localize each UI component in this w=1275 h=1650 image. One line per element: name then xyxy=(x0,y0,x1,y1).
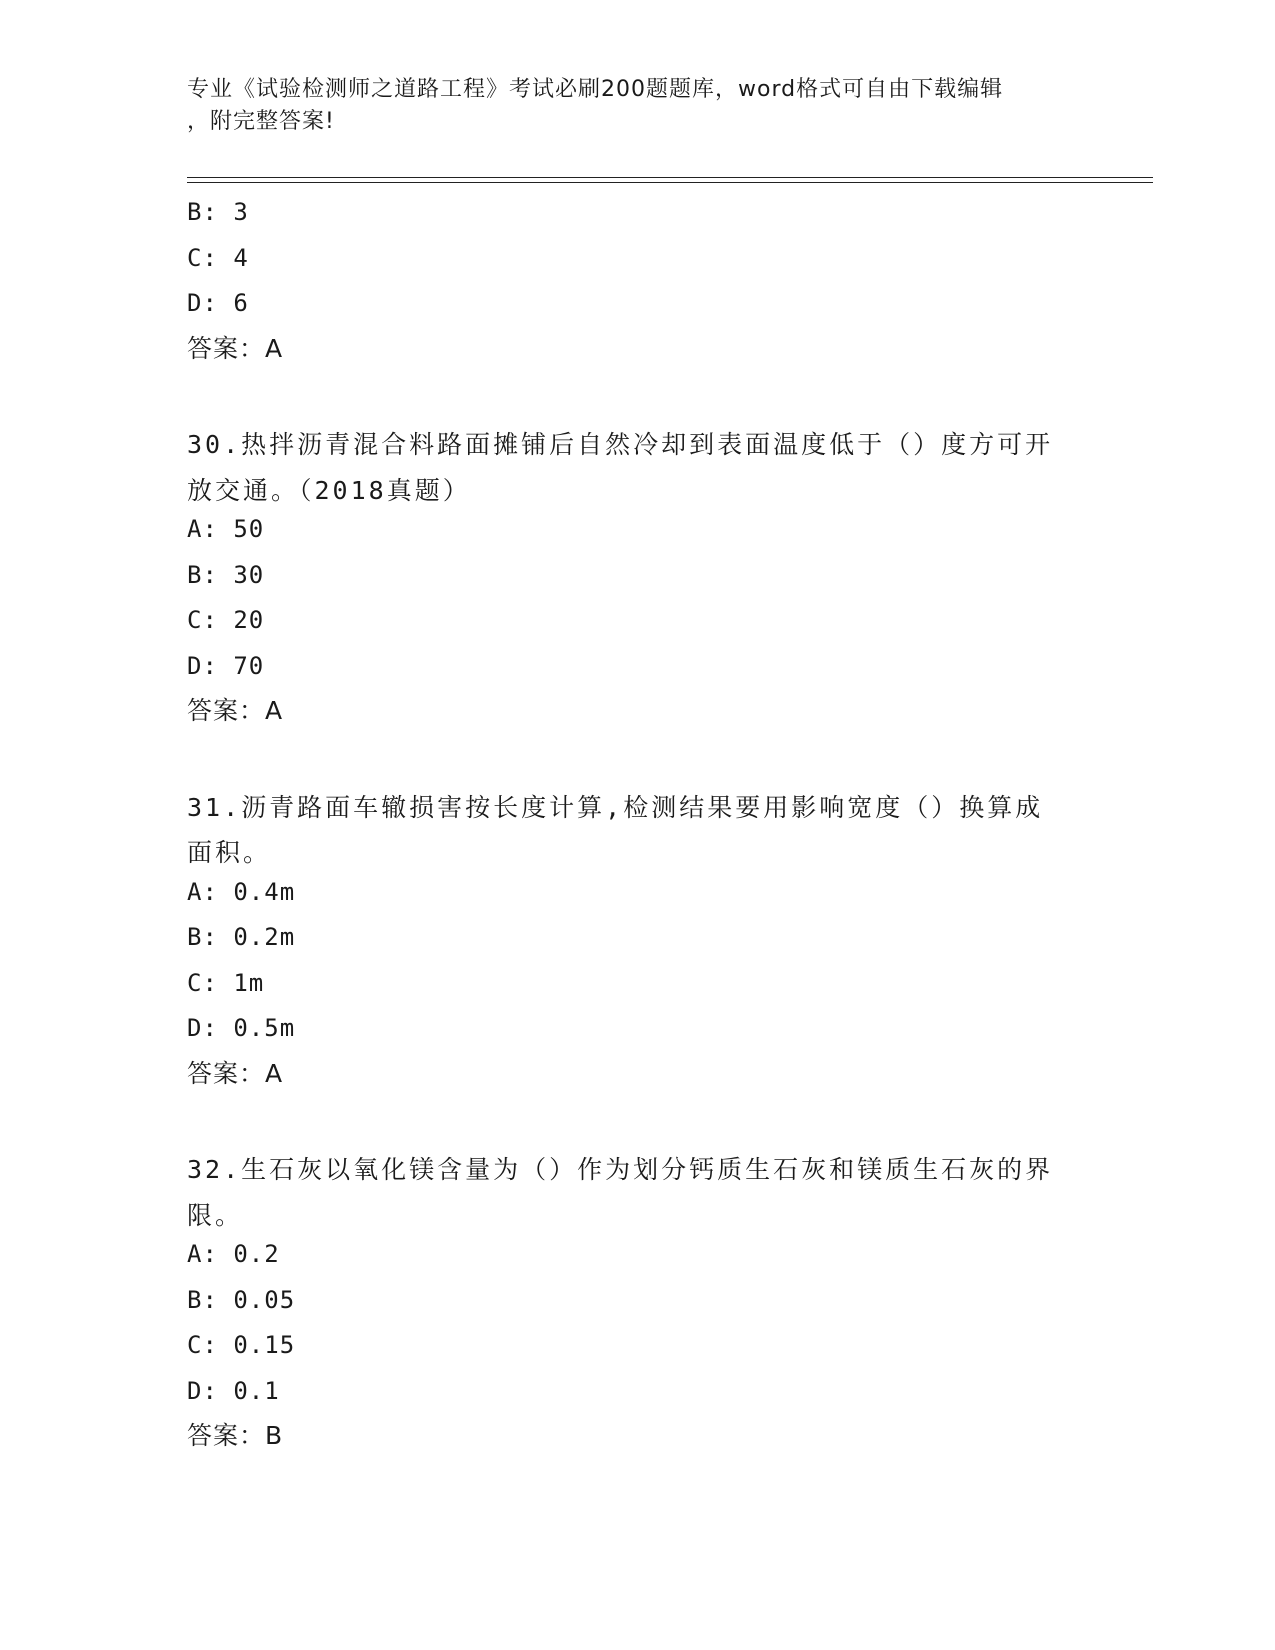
document-header xyxy=(187,74,1067,138)
question-text-line: 限。 xyxy=(187,1200,244,1230)
question-text xyxy=(187,422,1067,513)
header-rule-bottom xyxy=(187,182,1153,183)
answer-line: 答案：A xyxy=(187,696,284,725)
header-line-1: 专业《试验检测师之道路工程》考试必刷200题题库，word格式可自由下载编辑 xyxy=(187,77,1004,102)
question-text-line: 31.沥青路面车辙损害按长度计算,检测结果要用影响宽度（）换算成 xyxy=(187,792,1044,822)
option-b: B: 0.05 xyxy=(187,1285,296,1314)
question-text xyxy=(187,785,1067,876)
answer-line: 答案：B xyxy=(187,1421,284,1450)
question-list xyxy=(187,196,1087,1466)
question-text-line: 32.生石灰以氧化镁含量为（）作为划分钙质生石灰和镁质生石灰的界 xyxy=(187,1155,1054,1184)
question-text-line: 放交通。（2018真题） xyxy=(187,475,471,505)
question-text xyxy=(187,1147,1067,1238)
question-text-line: 30.热拌沥青混合料路面摊铺后自然冷却到表面温度低于（）度方可开 xyxy=(187,430,1054,459)
option-a: A: 0.2 xyxy=(187,1240,280,1268)
question-item xyxy=(187,422,1087,741)
answer-line: 答案：A xyxy=(187,333,284,363)
option-c: C: 0.15 xyxy=(187,1331,296,1359)
option-d: D: 6 xyxy=(187,289,249,317)
header-rule-top xyxy=(187,177,1153,178)
option-c: C: 1m xyxy=(187,968,265,997)
answer-line: 答案：A xyxy=(187,1058,284,1088)
option-d: D: 0.1 xyxy=(187,1376,280,1405)
option-b: B: 0.2m xyxy=(187,923,296,951)
question-text-line: 面积。 xyxy=(187,838,272,867)
question-fragment xyxy=(187,196,1087,378)
option-c: C: 20 xyxy=(187,606,265,634)
option-b: B: 3 xyxy=(187,198,249,226)
option-d: D: 0.5m xyxy=(187,1014,296,1042)
option-b: B: 30 xyxy=(187,560,265,589)
question-item xyxy=(187,785,1087,1104)
option-c: C: 4 xyxy=(187,243,249,272)
option-a: A: 0.4m xyxy=(187,877,296,906)
option-a: A: 50 xyxy=(187,515,265,543)
header-line-2: ，附完整答案! xyxy=(187,109,335,134)
option-d: D: 70 xyxy=(187,651,265,680)
question-item xyxy=(187,1147,1087,1466)
